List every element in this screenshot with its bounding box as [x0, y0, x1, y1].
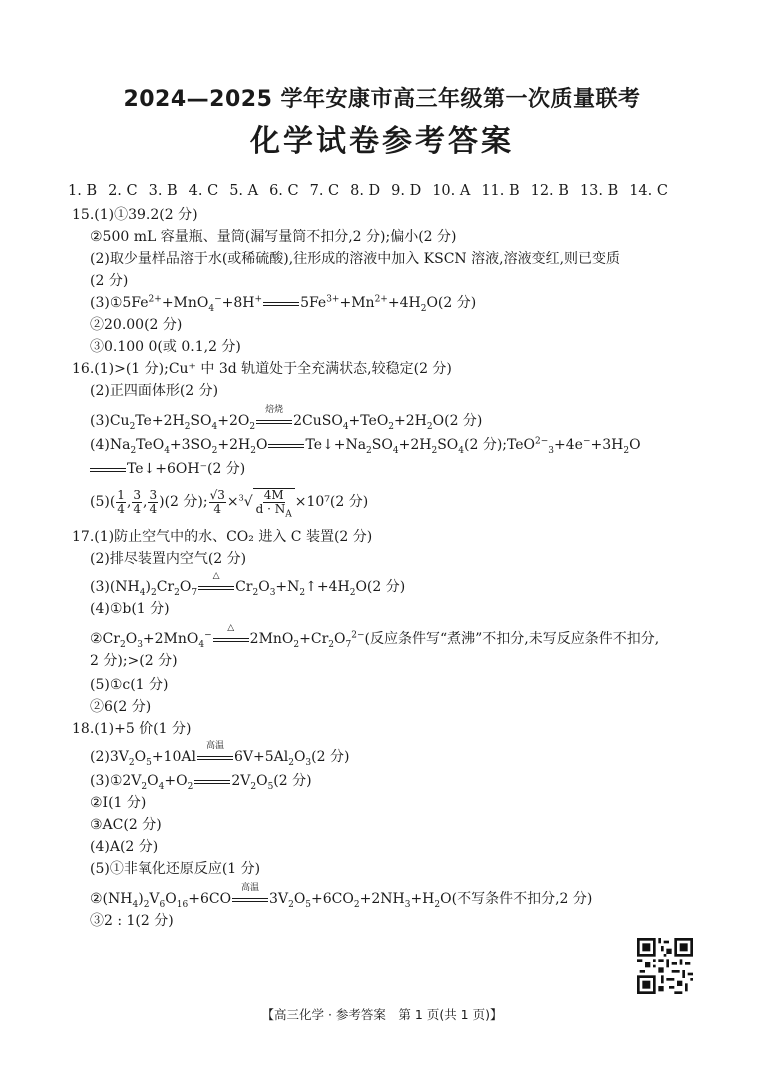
reaction-arrow: 高温: [197, 751, 233, 763]
q18-equation-2: $(2)3V_2O_5+10Al$ 高温 $6V+5Al_2O_3(2$ 分): [90, 741, 350, 768]
q17-equation-3: $(3)(NH_4)_2Cr_2O_7$ △ $Cr_2O_3+N_2↑+4H_2O(2$ 分): [90, 571, 406, 598]
q17-line-2: (2)排尽装置内空气(2 分): [90, 551, 247, 567]
document-title: 化学试卷参考答案: [250, 124, 514, 159]
q15-line-4: (2 分): [90, 273, 129, 289]
fraction: $\frac{3}{4}$: [133, 487, 142, 516]
q15-line-3: (2)取少量样品溶于水(或稀硫酸),往形成的溶液中加入 KSCN 溶液,溶液变红,则已变质: [90, 251, 621, 267]
mc-answer: 9. D: [391, 183, 422, 199]
mc-answer: 5. A: [229, 183, 259, 199]
mc-answer: 1. B: [68, 183, 98, 199]
q16-equation-3: $(3)Cu_2Te+2H_2SO_4+2O_2$ 焙烧 $2CuSO_4+TeO_2+2H_2O(2$ 分): [90, 405, 483, 432]
reaction-arrow: 高温: [232, 893, 268, 905]
q15-line-2: ②500 mL 容量瓶、量筒(漏写量筒不扣分,2 分);偏小(2 分): [90, 229, 457, 245]
q15-equation: $(3)①5Fe^{2+}+MnO_4^-+8H^+$ $5Fe^{3+}+Mn^{2+}+4H_2O(2$ 分): [90, 294, 477, 314]
heat-arrow: △: [198, 581, 234, 593]
q16-line-2: (2)正四面体形(2 分): [90, 383, 219, 399]
mc-answer: 10. A: [432, 183, 471, 199]
q16-line-6: (5)( $\frac{1}{4}$ , $\frac{3}{4}$ , $\frac{3}{4}$ )(2 分); $\frac{√3}{4}$ ×$^3$√ $\frac{4M}{d \cdot N_A}$ ×10⁷(2 分): [90, 487, 369, 520]
mc-answer: 6. C: [269, 183, 299, 199]
q18-line-1: 18.(1)+5 价(1 分): [72, 721, 192, 737]
q15-line-1: 15.(1)①39.2(2 分): [72, 207, 198, 223]
q17-line-6: 2 分);>(2 分): [90, 653, 178, 669]
equals-arrow: [268, 439, 304, 451]
q17-equation-5: $②Cr_2O_3+2MnO_4^-$ △ $2MnO_2+Cr_2O_7^{2-}$(反应条件写“煮沸”不扣分,未写反应条件不扣分,: [90, 623, 660, 650]
qr-code: [637, 938, 693, 994]
mc-answer: 3. B: [148, 183, 178, 199]
q18-line-4: ②Ⅰ(1 分): [90, 795, 147, 811]
mc-answer: 7. C: [309, 183, 340, 199]
cube-root: $\frac{4M}{d \cdot N_A}$: [253, 488, 295, 516]
q17-line-1: 17.(1)防止空气中的水、CO₂ 进入 C 装置(2 分): [72, 529, 373, 545]
equals-arrow: [263, 297, 299, 309]
q17-line-8: ②6(2 分): [90, 699, 152, 715]
fraction: $\frac{3}{4}$: [149, 487, 158, 516]
mc-answer: 12. B: [530, 183, 569, 199]
mc-answer: 13. B: [579, 183, 619, 199]
q18-line-7: (5)①非氧化还原反应(1 分): [90, 861, 261, 877]
exam-title: 2024—2025 学年安康市高三年级第一次质量联考: [123, 87, 641, 112]
q18-line-9: ③2 : 1(2 分): [90, 913, 174, 929]
heat-arrow: △: [213, 633, 249, 645]
page-footer: 【高三化学 · 参考答案 第 1 页(共 1 页)】: [261, 1007, 503, 1022]
q15-line-7: ③0.100 0(或 0.1,2 分): [90, 339, 241, 355]
q15-line-6: ②20.00(2 分): [90, 317, 183, 333]
fraction: $\frac{√3}{4}$: [209, 487, 225, 516]
equals-arrow: [194, 775, 230, 787]
mc-answer: 11. B: [481, 183, 520, 199]
mc-answer: 8. D: [350, 183, 381, 199]
q16-line-1: 16.(1)>(1 分);Cu⁺ 中 3d 轨道处于全充满状态,较稳定(2 分): [72, 361, 452, 377]
mc-answer-row: [68, 182, 668, 200]
q18-equation-3: $(3)①2V_2O_4+O_2$ $2V_2O_5(2$ 分): [90, 773, 312, 792]
q17-line-7: (5)①c(1 分): [90, 677, 169, 693]
q16-equation-4: $(4)Na_2TeO_4+3SO_2+2H_2O$ $Te↓+Na_2SO_4+2H_2SO_4(2$ 分)$;TeO^{2-}_3+4e^-+3H_2O$: [90, 436, 641, 456]
reaction-arrow: 焙烧: [256, 415, 292, 427]
q18-equation-8: $②(NH_4)_2V_6O_{16}+6CO$ 高温 $3V_2O_5+6CO_2+2NH_3+H_2O$(不写条件不扣分,2 分): [90, 883, 593, 910]
fraction: $\frac{1}{4}$: [117, 487, 125, 516]
mc-answer: 2. C: [108, 183, 138, 199]
equals-arrow: [90, 463, 126, 475]
q18-line-6: (4)A(2 分): [90, 839, 159, 855]
q16-line-5: Te↓+6OH⁻(2 分): [90, 460, 245, 478]
q17-line-4: (4)①b(1 分): [90, 601, 170, 617]
q18-line-5: ③AC(2 分): [90, 817, 162, 833]
mc-answer: 14. C: [629, 183, 668, 199]
mc-answer: 4. C: [188, 183, 219, 199]
